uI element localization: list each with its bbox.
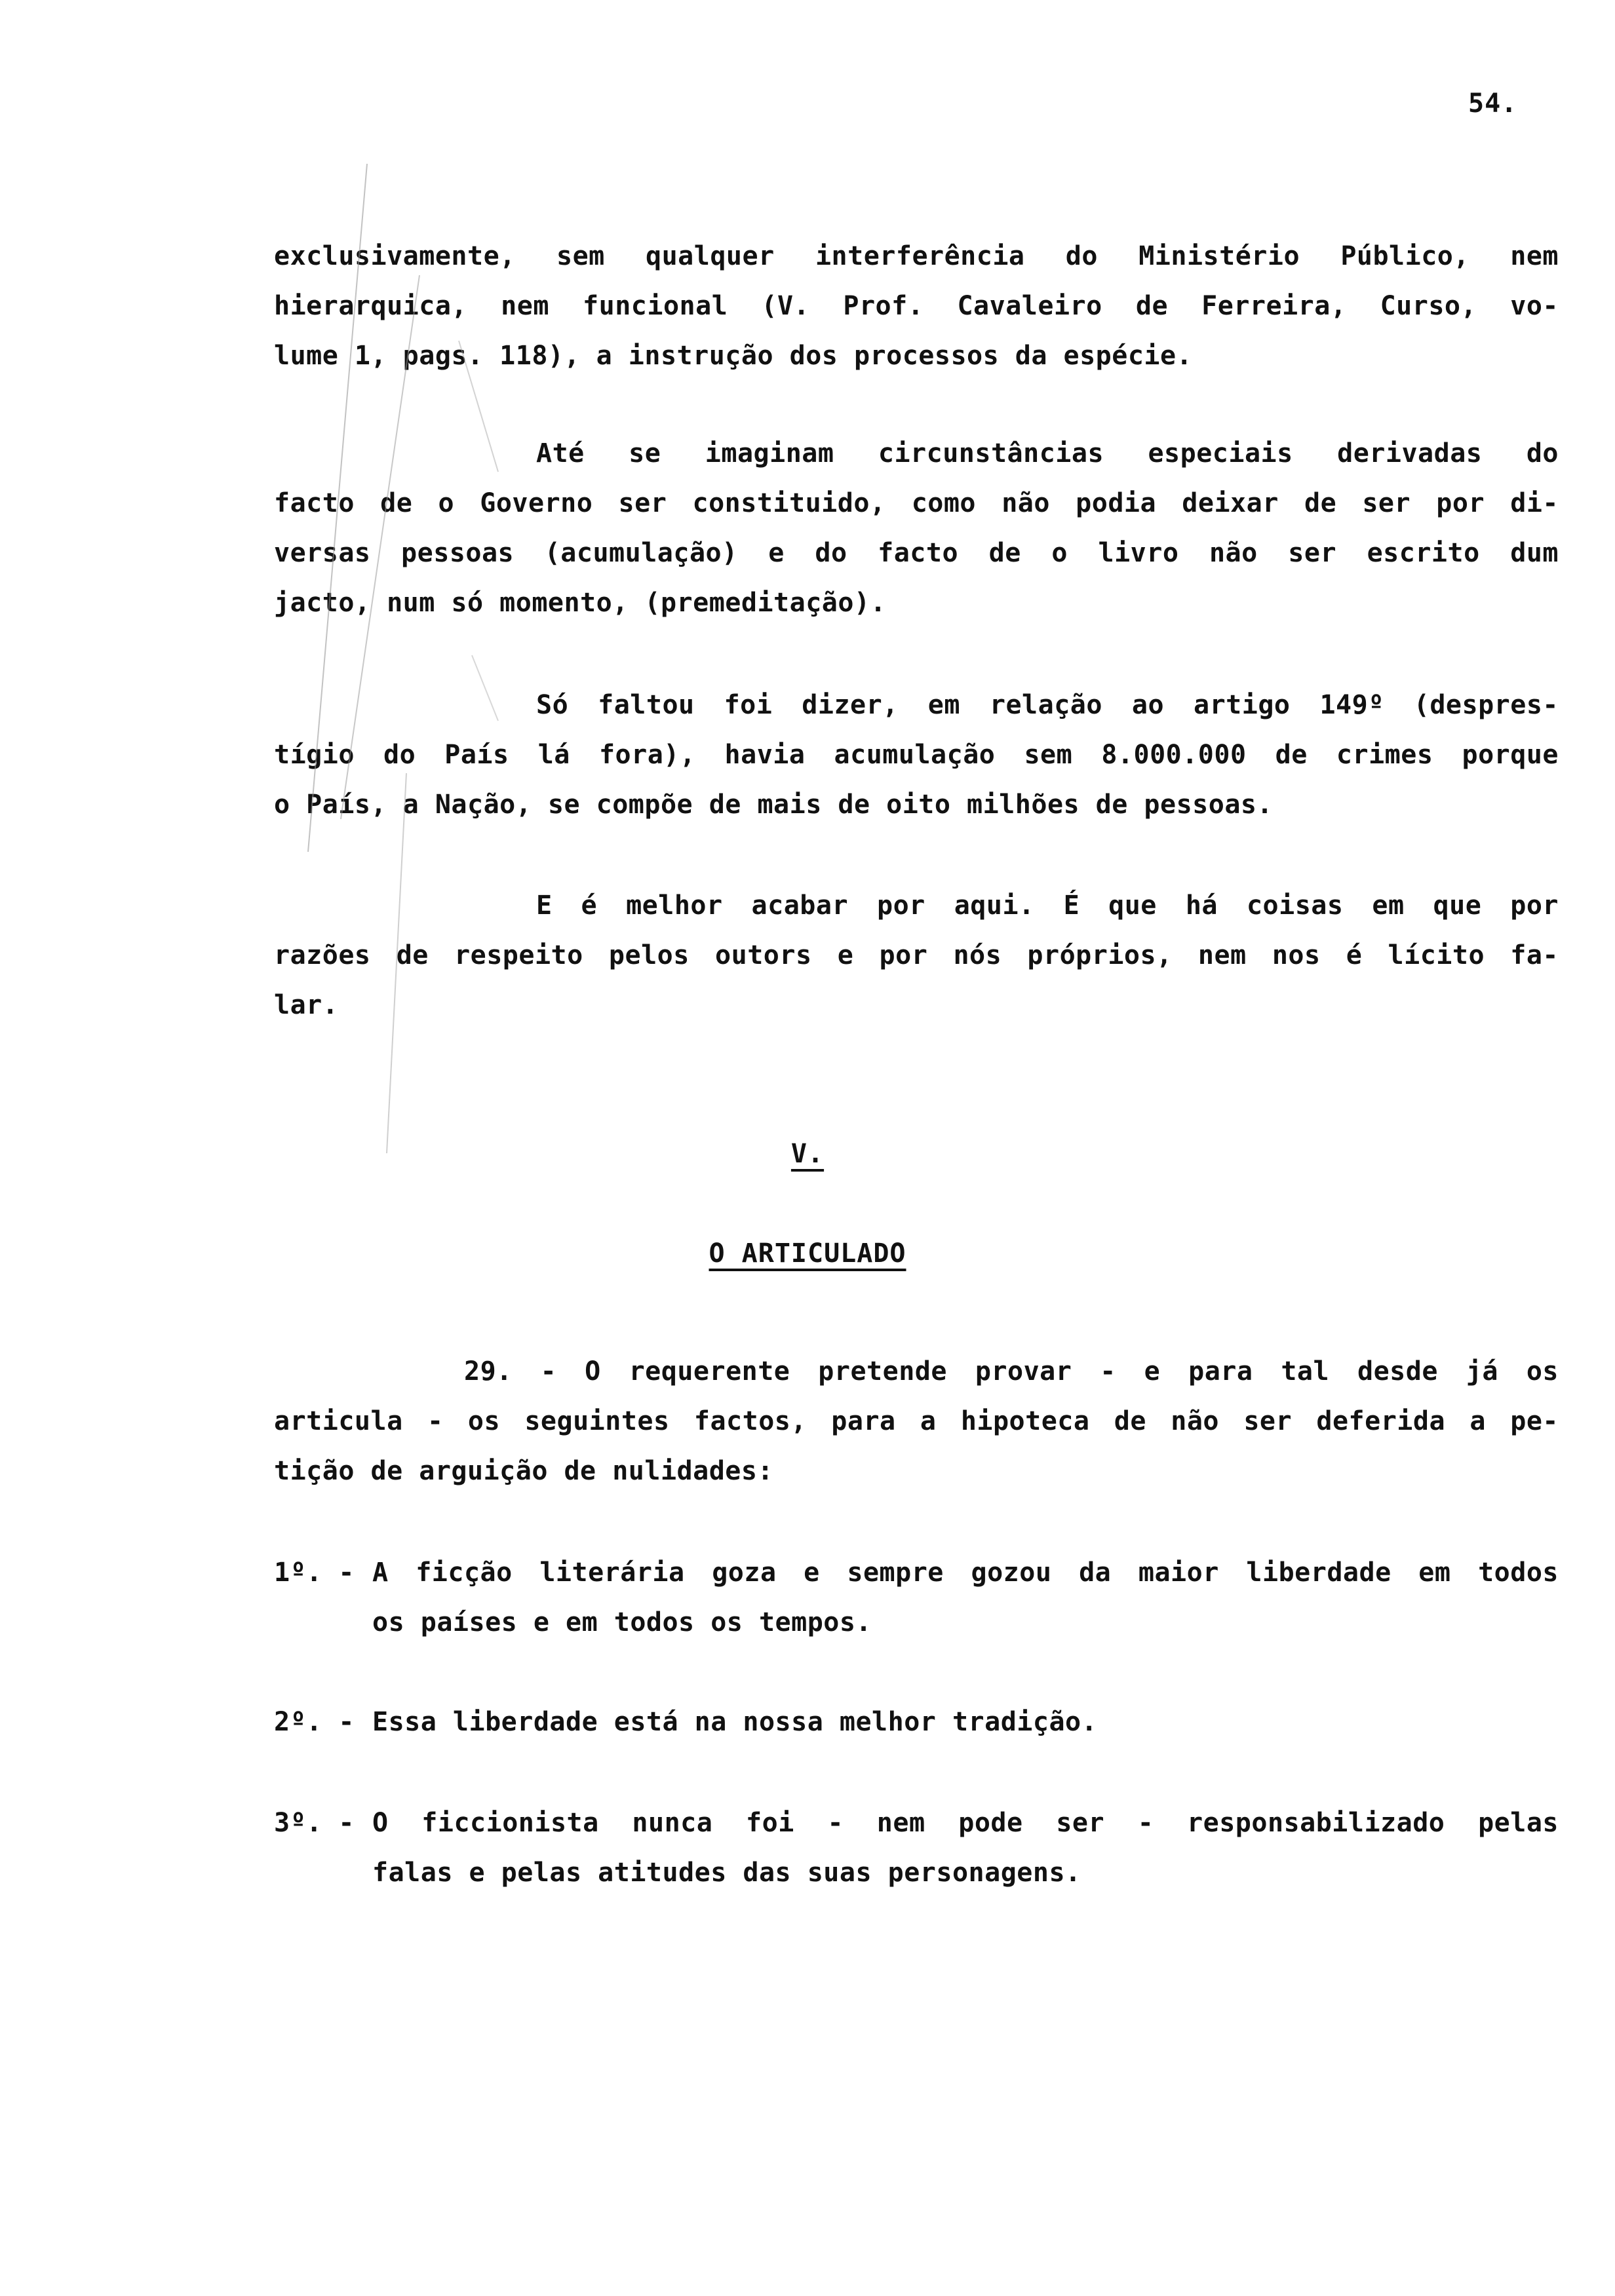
item-number: 3º. - [274,1808,355,1838]
paragraph-2 [274,429,1559,628]
paragraph-line: lume 1, pags. 118), a instrução dos processos da espécie. [274,341,1193,371]
section-number: V. [790,1139,825,1169]
numbered-item-3 [274,1798,1559,1898]
item-number: 2º. - [274,1707,355,1737]
paragraph-line: facto de o Governo ser constituido, como não podia deixar de ser por di- [274,488,1559,518]
paragraph-line: 29. - O requerente pretende provar - e para tal desde já os [464,1356,1559,1387]
paragraph-line: E é melhor acabar por aqui. É que há coisas em que por [536,890,1559,921]
page-number: 54. [1468,88,1518,119]
paragraph-1 [274,231,1559,381]
item-body [372,1697,1559,1747]
item-line: Essa liberdade está na nossa melhor tradição. [372,1707,1098,1737]
paragraph-line: articula - os seguintes factos, para a hipoteca de não ser deferida a pe- [274,1406,1559,1436]
numbered-item-1 [274,1548,1559,1647]
paragraph-line: jacto, num só momento, (premeditação). [274,588,887,618]
item-body [372,1798,1559,1898]
paragraph-line: lar. [274,990,339,1020]
article-intro [274,1347,1559,1496]
item-line: os países e em todos os tempos. [372,1607,872,1637]
paragraph-line: razões de respeito pelos outors e por nós próprios, nem nos é lícito fa- [274,940,1559,970]
paragraph-line: Só faltou foi dizer, em relação ao artigo 149º (despres- [536,690,1559,720]
item-line: O ficcionista nunca foi - nem pode ser - responsabilizado pelas [372,1808,1559,1838]
paragraph-3 [274,680,1559,830]
numbered-item-2 [274,1697,1559,1747]
paragraph-line: tição de arguição de nulidades: [274,1456,774,1486]
paragraph-line: versas pessoas (acumulação) e do facto de o livro não ser escrito dum [274,538,1559,568]
item-body [372,1548,1559,1647]
paragraph-line: o País, a Nação, se compõe de mais de oito milhões de pessoas. [274,790,1274,820]
paragraph-line: hierarquica, nem funcional (V. Prof. Cavaleiro de Ferreira, Curso, vo- [274,291,1559,321]
paragraph-line: Até se imaginam circunstâncias especiais derivadas do [536,438,1559,469]
item-number: 1º. - [274,1558,355,1588]
section-title: O ARTICULADO [709,1238,906,1269]
paragraph-4 [274,881,1559,1030]
paragraph-line: tígio do País lá fora), havia acumulação sem 8.000.000 de crimes porque [274,740,1559,770]
item-line: falas e pelas atitudes das suas personagens. [372,1858,1081,1888]
item-line: A ficção literária goza e sempre gozou da maior liberdade em todos [372,1558,1559,1588]
paragraph-line: exclusivamente, sem qualquer interferência do Ministério Público, nem [274,241,1559,271]
